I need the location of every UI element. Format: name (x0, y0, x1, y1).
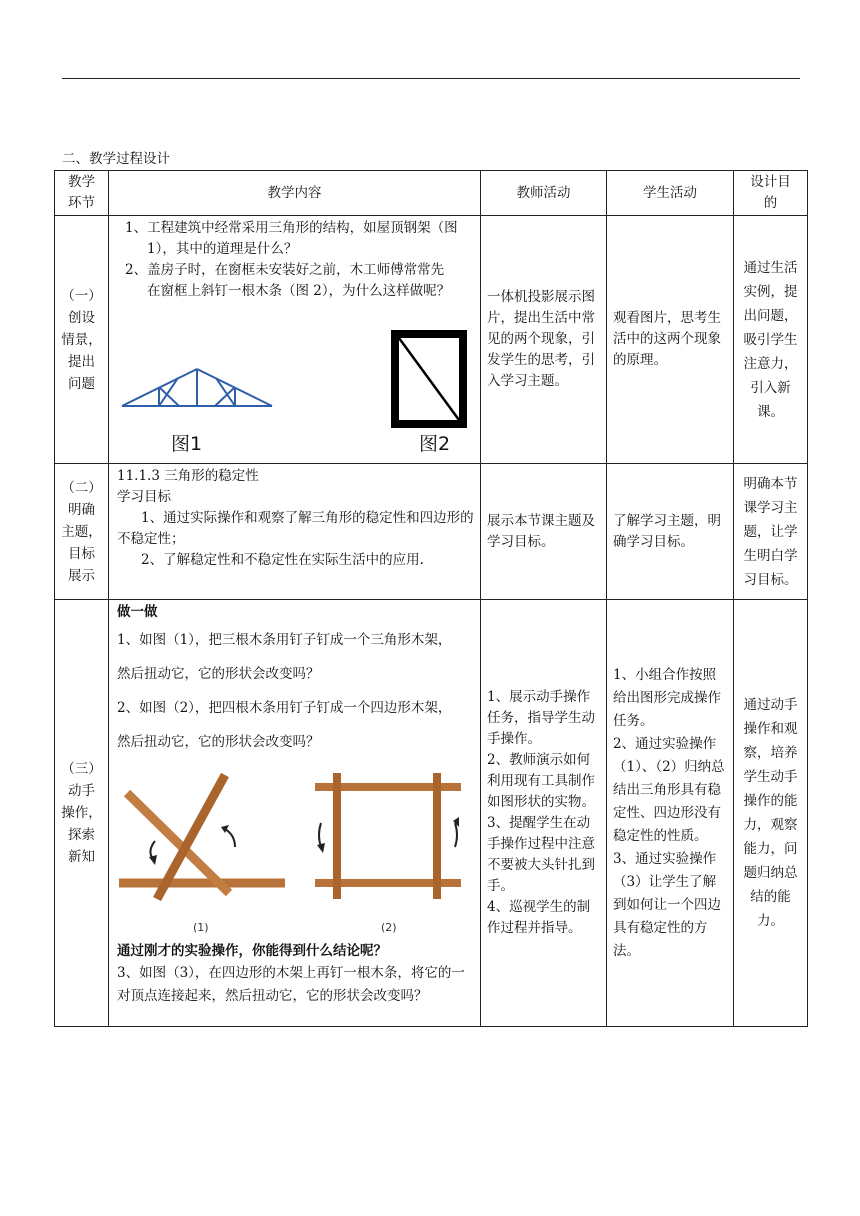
stage-cell: （三） 动手 操作， 探索 新知 (55, 600, 109, 1027)
teacher-activity: 一体机投影展示图片，提出生活中常见的两个现象，引发学生的思考，引入学习主题。 (481, 216, 607, 464)
header-purpose: 设计目 的 (734, 171, 808, 216)
lesson-title: 11.1.3 三角形的稳定性 (117, 468, 259, 484)
table-row (55, 600, 808, 1027)
student-activity: 观看图片，思考生活中的这两个现象的原理。 (607, 216, 734, 464)
roof-truss-figure (117, 366, 277, 416)
fig1-label: 图1 (171, 433, 203, 455)
content-item: 1、工程建筑中经常采用三角形的结构，如屋顶钢架（图 1），其中的道理是什么？ (125, 220, 458, 257)
header-student: 学生活动 (607, 171, 734, 216)
question-text: 通过刚才的实验操作，你能得到什么结论呢？ (117, 943, 387, 959)
figure-caption: (2) (381, 921, 397, 934)
goal-item: 1、通过实际操作和观察了解三角形的稳定性和四边形的不稳定性； (117, 510, 474, 547)
window-frame-figure (391, 330, 467, 428)
teacher-activity: 展示本节课主题及学习目标。 (481, 464, 607, 600)
header-rule (62, 78, 800, 79)
header-content: 教学内容 (109, 171, 481, 216)
header-stage: 教学 环节 (55, 171, 109, 216)
table-row (55, 216, 808, 464)
section-heading: 二、教学过程设计 (62, 151, 170, 167)
design-purpose: 通过生活实例，提出问题，吸引学生注意力，引入新课。 (734, 216, 808, 464)
instruction-text: 然后扭动它，它的形状会改变吗？ (117, 666, 320, 682)
wood-frames-figure (117, 765, 474, 943)
content-cell (109, 464, 481, 600)
goals-label: 学习目标 (117, 489, 171, 505)
student-activity: 了解学习主题，明确学习目标。 (607, 464, 734, 600)
table-row (55, 464, 808, 600)
header-teacher: 教师活动 (481, 171, 607, 216)
instruction-text: 2、如图（2），把四根木条用钉子钉成一个四边形木架， (117, 700, 452, 716)
table-header-row (55, 171, 808, 216)
goal-item: 2、了解稳定性和不稳定性在实际生活中的应用. (141, 552, 424, 568)
activity-heading: 做一做 (117, 604, 158, 620)
content-cell (109, 600, 481, 1027)
teacher-activity: 1、展示动手操作任务，指导学生动手操作。 2、教师演示如何利用现有工具制作如图形状的实物。 3、提醒学生在动手操作过程中注意不要被大头针扎到手。 4、巡视学生的制作过程并指导。 (481, 600, 607, 1027)
instruction-text: 然后扭动它，它的形状会改变吗？ (117, 734, 320, 750)
instruction-text: 3、如图（3），在四边形的木架上再钉一根木条，将它的一对顶点连接起来，然后扭动它，它的形状会改变吗？ (117, 965, 465, 1004)
figure-caption: (1) (193, 921, 209, 934)
design-purpose: 通过动手操作和观察，培养学生动手操作的能力，观察能力，问题归纳总结的能力。 (734, 600, 808, 1027)
quadrilateral-frame-figure (309, 771, 469, 911)
design-purpose: 明确本节课学习主题，让学生明白学习目标。 (734, 464, 808, 600)
triangle-frame-figure (117, 771, 289, 911)
fig2-label: 图2 (419, 433, 451, 455)
student-activity: 1、小组合作按照给出图形完成操作任务。 2、通过实验操作（1）、（2）归纳总结出三角形具有稳定性、四边形没有稳定性的性质。 3、通过实验操作（3）让学生了解到如何让一个四边具有稳定性的方法。 (607, 600, 734, 1027)
stage-cell: （一） 创设 情景， 提出 问题 (55, 216, 109, 464)
lesson-plan-table (54, 170, 808, 1027)
instruction-text: 1、如图（1），把三根木条用钉子钉成一个三角形木架， (117, 632, 452, 648)
stage-cell: （二） 明确 主题， 目标 展示 (55, 464, 109, 600)
content-item: 2、盖房子时，在窗框未安装好之前，木工师傅常常先在窗框上斜钉一根木条（图 2），为什么这样做呢？ (125, 262, 451, 299)
content-cell (109, 216, 481, 464)
